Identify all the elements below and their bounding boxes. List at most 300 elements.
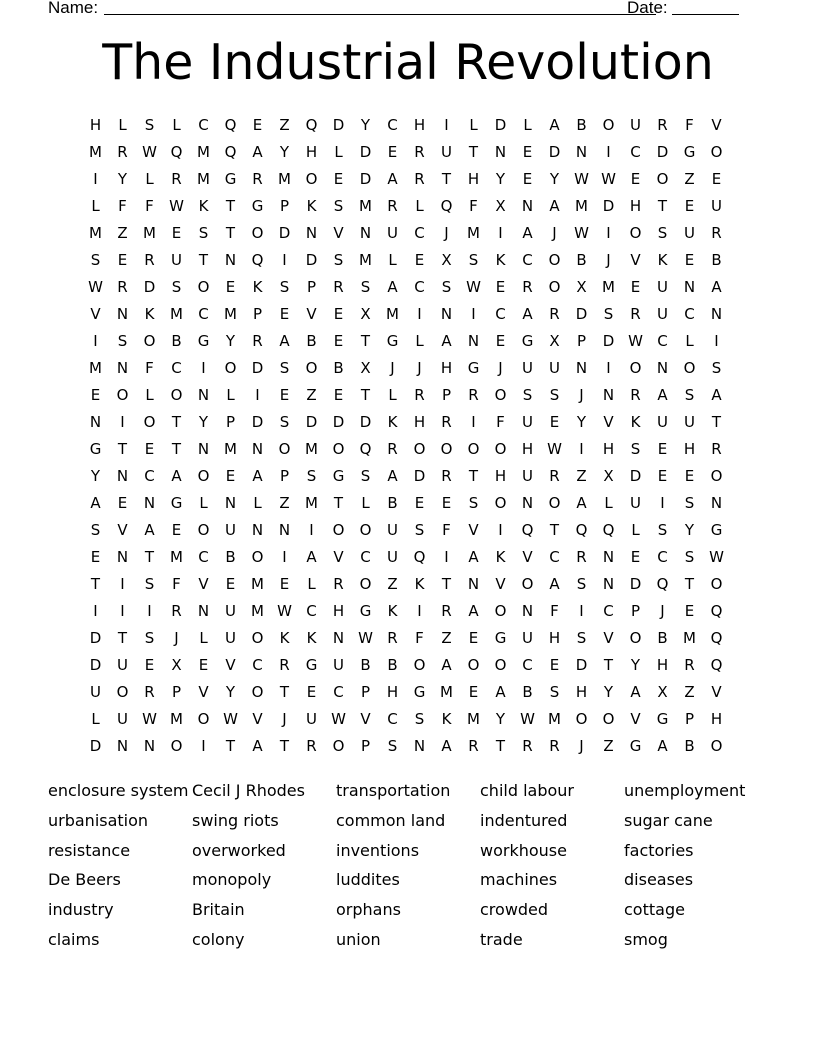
grid-letter[interactable]: B: [360, 655, 371, 674]
grid-letter[interactable]: O: [359, 520, 372, 539]
grid-letter[interactable]: O: [467, 655, 480, 674]
grid-letter[interactable]: N: [197, 439, 210, 458]
grid-letter[interactable]: S: [171, 277, 182, 296]
grid-letter[interactable]: U: [225, 601, 236, 620]
grid-letter[interactable]: S: [657, 223, 668, 242]
grid-letter[interactable]: H: [440, 358, 453, 377]
grid-letter[interactable]: S: [549, 682, 560, 701]
grid-letter[interactable]: A: [495, 682, 506, 701]
grid-letter[interactable]: E: [468, 682, 479, 701]
grid-letter[interactable]: X: [360, 304, 371, 323]
grid-letter[interactable]: T: [279, 682, 290, 701]
grid-letter[interactable]: K: [414, 574, 425, 593]
grid-letter[interactable]: Q: [656, 574, 669, 593]
grid-letter[interactable]: C: [198, 547, 209, 566]
grid-letter[interactable]: I: [606, 358, 611, 377]
grid-letter[interactable]: Z: [306, 385, 317, 404]
grid-letter[interactable]: S: [90, 520, 101, 539]
grid-letter[interactable]: R: [468, 736, 479, 755]
grid-letter[interactable]: E: [684, 601, 695, 620]
grid-letter[interactable]: Q: [170, 142, 183, 161]
grid-letter[interactable]: A: [630, 682, 641, 701]
grid-letter[interactable]: K: [630, 412, 641, 431]
grid-letter[interactable]: S: [360, 277, 371, 296]
grid-letter[interactable]: E: [171, 520, 182, 539]
grid-letter[interactable]: V: [117, 520, 128, 539]
grid-letter[interactable]: C: [144, 466, 155, 485]
grid-letter[interactable]: C: [603, 601, 614, 620]
grid-letter[interactable]: D: [89, 655, 102, 674]
grid-letter[interactable]: W: [142, 709, 157, 728]
grid-letter[interactable]: A: [306, 547, 317, 566]
grid-letter[interactable]: E: [225, 574, 236, 593]
grid-letter[interactable]: H: [656, 655, 669, 674]
grid-letter[interactable]: B: [522, 682, 533, 701]
grid-letter[interactable]: I: [471, 412, 476, 431]
grid-letter[interactable]: S: [117, 331, 128, 350]
grid-letter[interactable]: K: [495, 547, 506, 566]
grid-letter[interactable]: S: [414, 709, 425, 728]
grid-letter[interactable]: G: [251, 196, 264, 215]
grid-letter[interactable]: R: [549, 736, 560, 755]
grid-letter[interactable]: S: [90, 250, 101, 269]
grid-letter[interactable]: R: [144, 250, 155, 269]
grid-letter[interactable]: T: [333, 493, 344, 512]
grid-letter[interactable]: U: [522, 628, 533, 647]
grid-letter[interactable]: G: [89, 439, 102, 458]
grid-letter[interactable]: Y: [225, 331, 236, 350]
grid-letter[interactable]: C: [549, 547, 560, 566]
grid-letter[interactable]: A: [90, 493, 101, 512]
grid-letter[interactable]: I: [120, 601, 125, 620]
grid-letter[interactable]: T: [144, 547, 155, 566]
grid-letter[interactable]: U: [225, 628, 236, 647]
grid-letter[interactable]: E: [657, 439, 668, 458]
grid-letter[interactable]: S: [198, 223, 209, 242]
grid-letter[interactable]: Q: [575, 520, 588, 539]
grid-letter[interactable]: O: [197, 709, 210, 728]
grid-letter[interactable]: D: [251, 412, 264, 431]
grid-letter[interactable]: D: [629, 466, 642, 485]
grid-letter[interactable]: O: [494, 655, 507, 674]
grid-letter[interactable]: L: [226, 385, 235, 404]
grid-letter[interactable]: M: [359, 250, 372, 269]
grid-letter[interactable]: R: [684, 655, 695, 674]
grid-letter[interactable]: J: [552, 223, 557, 242]
grid-letter[interactable]: E: [225, 466, 236, 485]
grid-letter[interactable]: R: [387, 196, 398, 215]
grid-letter[interactable]: E: [414, 493, 425, 512]
grid-letter[interactable]: M: [278, 169, 291, 188]
grid-letter[interactable]: C: [252, 655, 263, 674]
grid-letter[interactable]: N: [278, 520, 291, 539]
grid-letter[interactable]: U: [441, 142, 452, 161]
grid-letter[interactable]: K: [306, 196, 317, 215]
grid-letter[interactable]: M: [197, 169, 210, 188]
grid-letter[interactable]: S: [306, 466, 317, 485]
grid-letter[interactable]: S: [279, 358, 290, 377]
grid-letter[interactable]: B: [657, 628, 668, 647]
grid-letter[interactable]: Q: [710, 628, 723, 647]
grid-letter[interactable]: I: [660, 493, 665, 512]
grid-letter[interactable]: I: [120, 412, 125, 431]
grid-letter[interactable]: U: [630, 115, 641, 134]
grid-letter[interactable]: O: [116, 385, 129, 404]
grid-letter[interactable]: W: [547, 439, 562, 458]
grid-letter[interactable]: N: [143, 493, 156, 512]
grid-letter[interactable]: D: [359, 142, 372, 161]
grid-letter[interactable]: Y: [90, 466, 101, 485]
grid-letter[interactable]: N: [116, 466, 129, 485]
grid-letter[interactable]: E: [144, 439, 155, 458]
grid-letter[interactable]: N: [143, 736, 156, 755]
grid-letter[interactable]: V: [225, 655, 236, 674]
grid-letter[interactable]: X: [171, 655, 182, 674]
grid-letter[interactable]: D: [602, 196, 615, 215]
grid-letter[interactable]: N: [575, 358, 588, 377]
grid-letter[interactable]: N: [89, 412, 102, 431]
grid-letter[interactable]: G: [170, 493, 183, 512]
grid-letter[interactable]: T: [360, 331, 371, 350]
grid-letter[interactable]: H: [602, 439, 615, 458]
grid-letter[interactable]: X: [495, 196, 506, 215]
grid-letter[interactable]: W: [142, 142, 157, 161]
grid-letter[interactable]: U: [333, 655, 344, 674]
grid-letter[interactable]: E: [495, 331, 506, 350]
grid-letter[interactable]: S: [630, 439, 641, 458]
grid-letter[interactable]: I: [282, 250, 287, 269]
grid-letter[interactable]: S: [144, 628, 155, 647]
grid-letter[interactable]: I: [498, 223, 503, 242]
grid-letter[interactable]: F: [469, 196, 478, 215]
grid-letter[interactable]: J: [660, 601, 665, 620]
grid-letter[interactable]: P: [360, 682, 371, 701]
grid-letter[interactable]: T: [225, 223, 236, 242]
grid-letter[interactable]: R: [387, 628, 398, 647]
grid-letter[interactable]: A: [144, 520, 155, 539]
grid-letter[interactable]: K: [387, 601, 398, 620]
grid-letter[interactable]: A: [252, 466, 263, 485]
grid-letter[interactable]: A: [522, 304, 533, 323]
grid-letter[interactable]: Z: [279, 493, 290, 512]
grid-letter[interactable]: R: [414, 385, 425, 404]
grid-letter[interactable]: Y: [225, 682, 236, 701]
grid-letter[interactable]: P: [576, 331, 587, 350]
grid-letter[interactable]: I: [309, 520, 314, 539]
grid-letter[interactable]: O: [332, 736, 345, 755]
grid-letter[interactable]: J: [174, 628, 179, 647]
grid-letter[interactable]: V: [333, 223, 344, 242]
grid-letter[interactable]: O: [413, 439, 426, 458]
grid-letter[interactable]: B: [171, 331, 182, 350]
grid-letter[interactable]: O: [116, 682, 129, 701]
grid-letter[interactable]: E: [414, 250, 425, 269]
grid-letter[interactable]: M: [467, 223, 480, 242]
grid-letter[interactable]: C: [387, 115, 398, 134]
grid-letter[interactable]: I: [93, 331, 98, 350]
grid-letter[interactable]: R: [522, 277, 533, 296]
grid-letter[interactable]: T: [468, 142, 479, 161]
grid-letter[interactable]: U: [225, 520, 236, 539]
grid-letter[interactable]: I: [282, 547, 287, 566]
grid-letter[interactable]: O: [251, 547, 264, 566]
grid-letter[interactable]: W: [601, 169, 616, 188]
grid-letter[interactable]: O: [170, 385, 183, 404]
grid-letter[interactable]: E: [279, 574, 290, 593]
grid-letter[interactable]: O: [197, 466, 210, 485]
grid-letter[interactable]: U: [549, 358, 560, 377]
grid-letter[interactable]: C: [360, 547, 371, 566]
grid-letter[interactable]: S: [522, 385, 533, 404]
grid-letter[interactable]: T: [657, 196, 668, 215]
grid-letter[interactable]: E: [468, 628, 479, 647]
grid-letter[interactable]: D: [548, 142, 561, 161]
grid-letter[interactable]: Z: [684, 169, 695, 188]
grid-letter[interactable]: I: [606, 223, 611, 242]
grid-letter[interactable]: T: [360, 385, 371, 404]
grid-letter[interactable]: M: [170, 709, 183, 728]
grid-letter[interactable]: E: [549, 412, 560, 431]
grid-letter[interactable]: C: [333, 682, 344, 701]
grid-letter[interactable]: N: [440, 304, 453, 323]
grid-letter[interactable]: S: [441, 277, 452, 296]
grid-letter[interactable]: D: [413, 466, 426, 485]
grid-letter[interactable]: R: [657, 115, 668, 134]
grid-letter[interactable]: M: [89, 358, 102, 377]
grid-letter[interactable]: I: [417, 304, 422, 323]
grid-letter[interactable]: V: [711, 115, 722, 134]
grid-letter[interactable]: O: [494, 439, 507, 458]
grid-letter[interactable]: O: [629, 628, 642, 647]
grid-letter[interactable]: J: [282, 709, 287, 728]
grid-letter[interactable]: E: [684, 250, 695, 269]
grid-letter[interactable]: E: [549, 655, 560, 674]
grid-letter[interactable]: G: [710, 520, 723, 539]
grid-letter[interactable]: N: [602, 385, 615, 404]
grid-letter[interactable]: M: [683, 628, 696, 647]
grid-letter[interactable]: O: [494, 493, 507, 512]
grid-letter[interactable]: N: [521, 196, 534, 215]
grid-letter[interactable]: O: [197, 520, 210, 539]
grid-letter[interactable]: B: [576, 115, 587, 134]
grid-letter[interactable]: R: [414, 169, 425, 188]
grid-letter[interactable]: T: [171, 412, 182, 431]
grid-letter[interactable]: R: [252, 169, 263, 188]
grid-letter[interactable]: Q: [359, 439, 372, 458]
grid-letter[interactable]: U: [522, 412, 533, 431]
grid-letter[interactable]: O: [494, 601, 507, 620]
grid-letter[interactable]: U: [522, 358, 533, 377]
grid-letter[interactable]: D: [629, 574, 642, 593]
grid-letter[interactable]: W: [520, 709, 535, 728]
grid-letter[interactable]: D: [359, 169, 372, 188]
grid-letter[interactable]: O: [143, 331, 156, 350]
grid-letter[interactable]: O: [548, 277, 561, 296]
grid-letter[interactable]: M: [197, 142, 210, 161]
grid-letter[interactable]: M: [224, 304, 237, 323]
grid-letter[interactable]: O: [656, 169, 669, 188]
grid-letter[interactable]: U: [522, 466, 533, 485]
grid-letter[interactable]: S: [414, 520, 425, 539]
grid-letter[interactable]: A: [387, 277, 398, 296]
grid-letter[interactable]: A: [657, 736, 668, 755]
grid-letter[interactable]: E: [90, 547, 101, 566]
grid-letter[interactable]: N: [251, 520, 264, 539]
grid-letter[interactable]: S: [468, 493, 479, 512]
grid-letter[interactable]: C: [171, 358, 182, 377]
grid-letter[interactable]: T: [279, 736, 290, 755]
grid-letter[interactable]: O: [602, 115, 615, 134]
grid-letter[interactable]: F: [145, 358, 154, 377]
grid-letter[interactable]: B: [333, 358, 344, 377]
grid-letter[interactable]: W: [628, 331, 643, 350]
grid-letter[interactable]: A: [576, 493, 587, 512]
grid-letter[interactable]: R: [414, 142, 425, 161]
grid-letter[interactable]: W: [169, 196, 184, 215]
grid-letter[interactable]: O: [467, 439, 480, 458]
grid-letter[interactable]: G: [305, 655, 318, 674]
grid-letter[interactable]: G: [467, 358, 480, 377]
grid-letter[interactable]: E: [522, 169, 533, 188]
grid-letter[interactable]: N: [116, 358, 129, 377]
grid-letter[interactable]: Y: [576, 412, 587, 431]
grid-letter[interactable]: R: [279, 655, 290, 674]
grid-letter[interactable]: S: [144, 574, 155, 593]
grid-letter[interactable]: O: [278, 439, 291, 458]
grid-letter[interactable]: U: [711, 196, 722, 215]
grid-letter[interactable]: E: [144, 655, 155, 674]
grid-letter[interactable]: R: [306, 736, 317, 755]
grid-letter[interactable]: I: [93, 601, 98, 620]
grid-letter[interactable]: O: [197, 277, 210, 296]
grid-letter[interactable]: W: [709, 547, 724, 566]
grid-letter[interactable]: T: [198, 250, 209, 269]
grid-letter[interactable]: Y: [279, 142, 290, 161]
grid-letter[interactable]: D: [332, 115, 345, 134]
grid-letter[interactable]: O: [170, 736, 183, 755]
grid-letter[interactable]: Q: [710, 601, 723, 620]
grid-letter[interactable]: O: [548, 250, 561, 269]
grid-letter[interactable]: U: [90, 682, 101, 701]
grid-letter[interactable]: O: [710, 574, 723, 593]
grid-letter[interactable]: H: [413, 115, 426, 134]
grid-letter[interactable]: S: [333, 196, 344, 215]
grid-letter[interactable]: O: [710, 142, 723, 161]
name-line[interactable]: [104, 14, 656, 15]
grid-letter[interactable]: N: [413, 736, 426, 755]
grid-letter[interactable]: W: [223, 709, 238, 728]
grid-letter[interactable]: D: [575, 655, 588, 674]
grid-letter[interactable]: X: [603, 466, 614, 485]
grid-letter[interactable]: S: [603, 304, 614, 323]
grid-letter[interactable]: O: [521, 574, 534, 593]
grid-letter[interactable]: V: [603, 412, 614, 431]
grid-letter[interactable]: C: [414, 223, 425, 242]
grid-letter[interactable]: C: [657, 547, 668, 566]
grid-letter[interactable]: A: [711, 277, 722, 296]
grid-letter[interactable]: C: [198, 115, 209, 134]
grid-letter[interactable]: T: [225, 736, 236, 755]
grid-letter[interactable]: E: [279, 304, 290, 323]
grid-letter[interactable]: P: [630, 601, 641, 620]
grid-letter[interactable]: C: [630, 142, 641, 161]
grid-letter[interactable]: C: [414, 277, 425, 296]
grid-letter[interactable]: I: [579, 439, 584, 458]
grid-letter[interactable]: S: [657, 520, 668, 539]
grid-letter[interactable]: I: [147, 601, 152, 620]
grid-letter[interactable]: I: [498, 520, 503, 539]
grid-letter[interactable]: M: [359, 196, 372, 215]
grid-letter[interactable]: H: [332, 601, 345, 620]
grid-letter[interactable]: Q: [413, 547, 426, 566]
grid-letter[interactable]: E: [711, 169, 722, 188]
grid-letter[interactable]: U: [387, 223, 398, 242]
grid-letter[interactable]: I: [417, 601, 422, 620]
grid-letter[interactable]: L: [91, 196, 100, 215]
grid-letter[interactable]: R: [522, 736, 533, 755]
grid-letter[interactable]: N: [116, 547, 129, 566]
grid-letter[interactable]: T: [117, 439, 128, 458]
grid-letter[interactable]: Q: [224, 142, 237, 161]
grid-letter[interactable]: G: [386, 331, 399, 350]
grid-letter[interactable]: L: [415, 331, 424, 350]
grid-letter[interactable]: D: [89, 736, 102, 755]
grid-letter[interactable]: N: [251, 439, 264, 458]
grid-letter[interactable]: L: [415, 196, 424, 215]
grid-letter[interactable]: H: [521, 439, 534, 458]
grid-letter[interactable]: E: [306, 682, 317, 701]
grid-letter[interactable]: S: [468, 250, 479, 269]
grid-letter[interactable]: I: [444, 547, 449, 566]
grid-letter[interactable]: E: [630, 277, 641, 296]
grid-letter[interactable]: E: [171, 223, 182, 242]
grid-letter[interactable]: K: [441, 709, 452, 728]
grid-letter[interactable]: W: [88, 277, 103, 296]
grid-letter[interactable]: N: [602, 574, 615, 593]
grid-letter[interactable]: U: [117, 709, 128, 728]
grid-letter[interactable]: R: [441, 412, 452, 431]
grid-letter[interactable]: S: [144, 115, 155, 134]
grid-letter[interactable]: B: [387, 655, 398, 674]
grid-letter[interactable]: D: [251, 358, 264, 377]
grid-letter[interactable]: J: [417, 358, 422, 377]
grid-letter[interactable]: O: [359, 574, 372, 593]
grid-letter[interactable]: Q: [602, 520, 615, 539]
grid-letter[interactable]: Q: [521, 520, 534, 539]
grid-letter[interactable]: R: [144, 682, 155, 701]
grid-letter[interactable]: M: [170, 304, 183, 323]
grid-letter[interactable]: L: [604, 493, 613, 512]
grid-letter[interactable]: O: [251, 682, 264, 701]
grid-letter[interactable]: H: [386, 682, 399, 701]
grid-letter[interactable]: N: [683, 277, 696, 296]
grid-letter[interactable]: M: [224, 439, 237, 458]
grid-letter[interactable]: W: [574, 223, 589, 242]
grid-letter[interactable]: D: [143, 277, 156, 296]
grid-letter[interactable]: C: [684, 304, 695, 323]
grid-letter[interactable]: L: [388, 250, 397, 269]
grid-letter[interactable]: O: [602, 709, 615, 728]
grid-letter[interactable]: S: [333, 250, 344, 269]
grid-letter[interactable]: D: [332, 412, 345, 431]
grid-letter[interactable]: A: [387, 169, 398, 188]
grid-letter[interactable]: G: [629, 736, 642, 755]
grid-letter[interactable]: V: [711, 682, 722, 701]
grid-letter[interactable]: S: [387, 736, 398, 755]
grid-letter[interactable]: L: [172, 115, 181, 134]
grid-letter[interactable]: R: [468, 385, 479, 404]
grid-letter[interactable]: T: [468, 466, 479, 485]
